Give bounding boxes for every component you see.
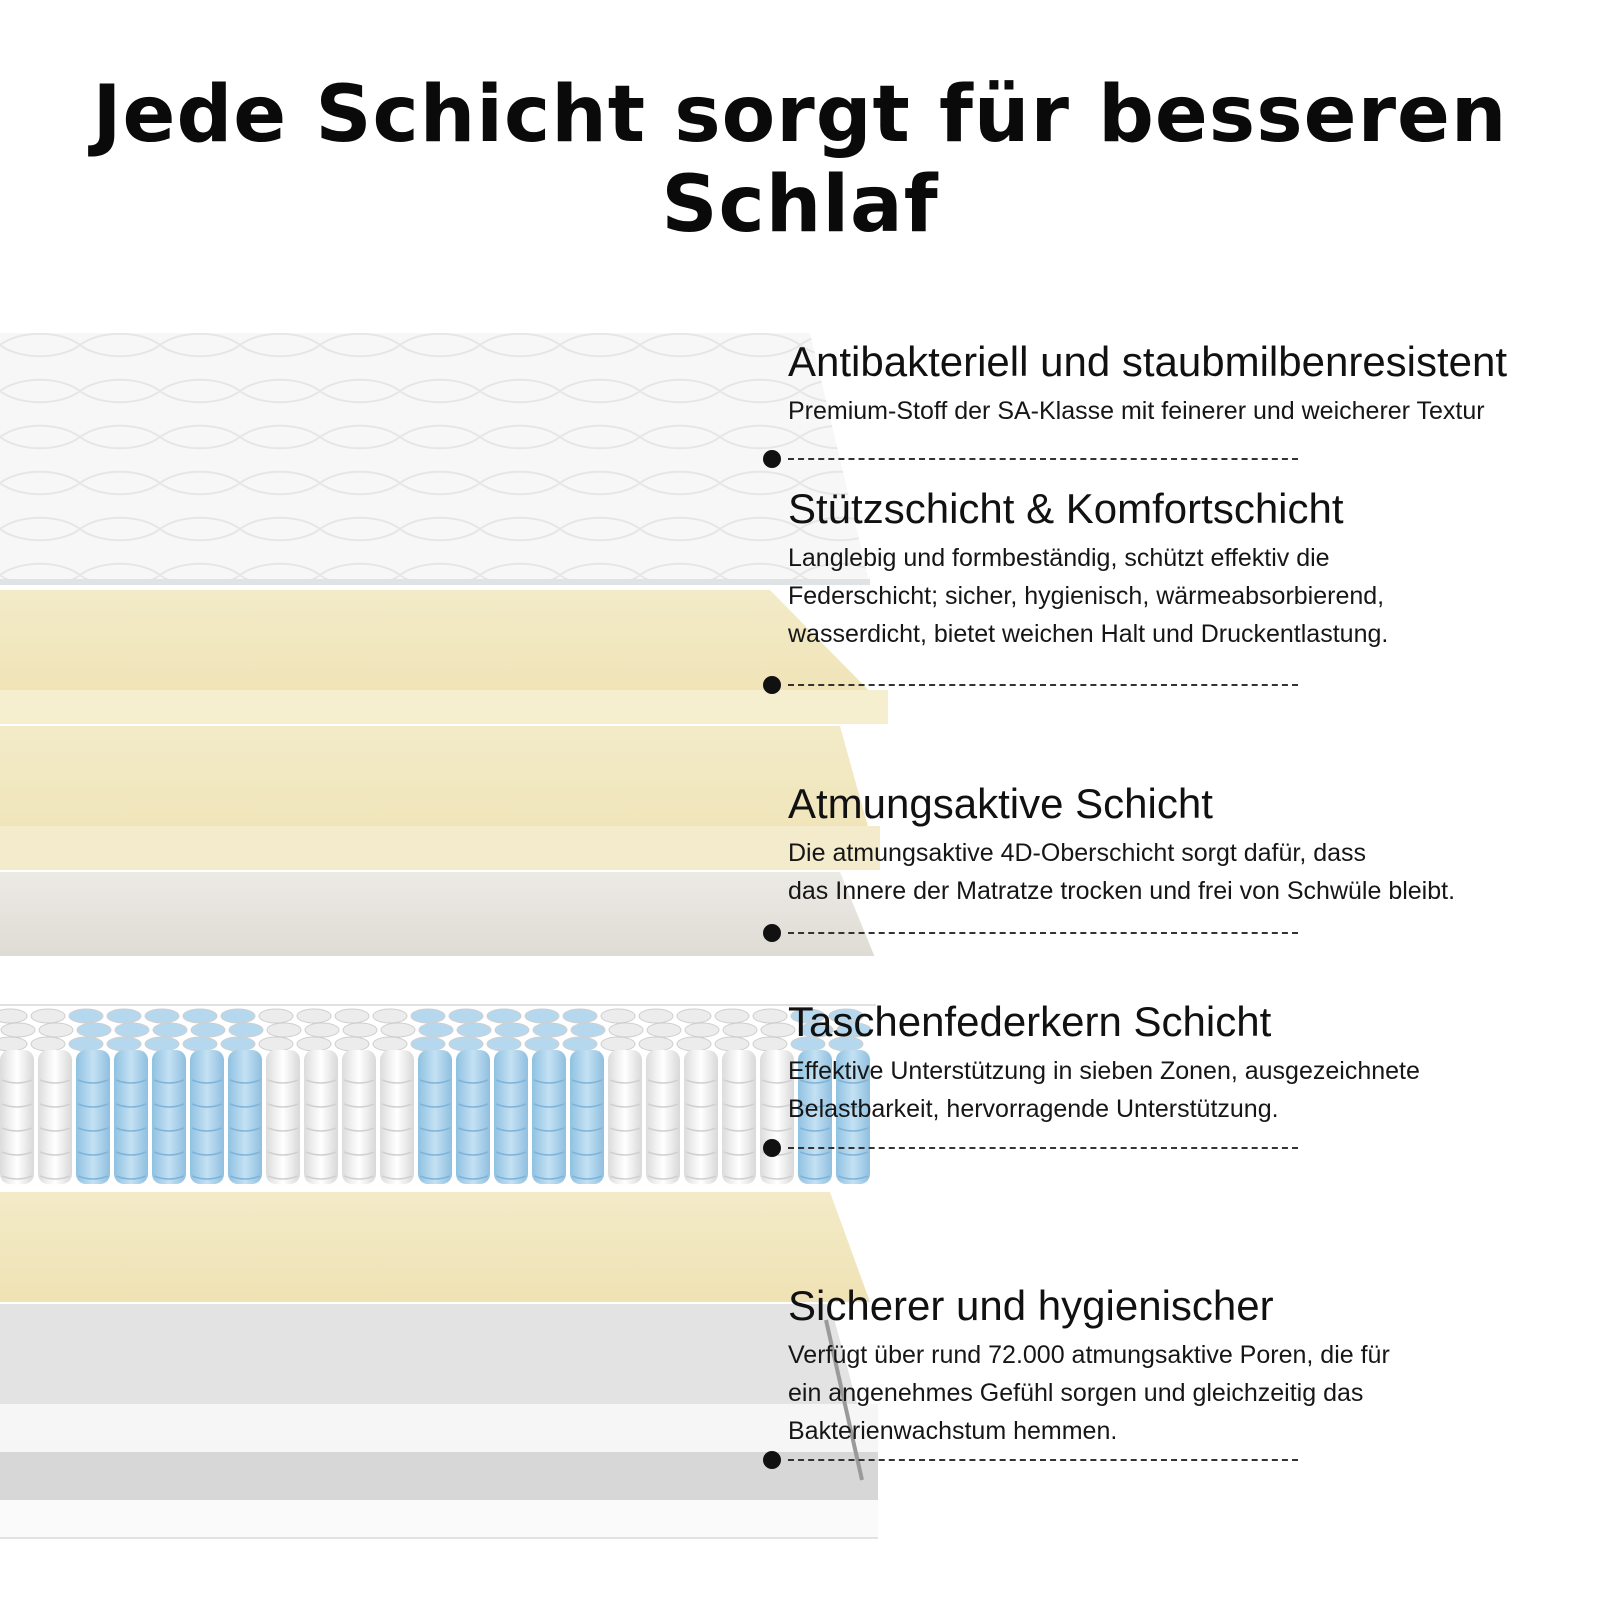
leader-line [763, 449, 1303, 469]
spring-coil-top [221, 1009, 255, 1023]
description-line: Effektive Unterstützung in sieben Zonen, ausgezeichnete [788, 1057, 1420, 1085]
spring-coil-top [639, 1009, 673, 1023]
layer-label-support-comfort [788, 485, 1588, 653]
layer-description [788, 1336, 1588, 1450]
description-line: Belastbarkeit, hervorragende Unterstützung. [788, 1095, 1279, 1123]
spring-coil-top [305, 1023, 339, 1037]
spring-coil-top [601, 1037, 635, 1051]
description-line: Die atmungsaktive 4D-Oberschicht sorgt dafür, dass [788, 839, 1367, 867]
dashed-line [788, 932, 1298, 934]
spring-coil-top [677, 1009, 711, 1023]
spring-coil-top [419, 1023, 453, 1037]
spring-pocket [152, 1050, 186, 1184]
spring-coil-top [335, 1037, 369, 1051]
spring-coil-top [31, 1009, 65, 1023]
spring-coil-top [1, 1023, 35, 1037]
description-line: das Innere der Matratze trocken und frei von Schwüle bleibt. [788, 877, 1456, 905]
spring-coil-top [77, 1023, 111, 1037]
spring-coil-top [753, 1009, 787, 1023]
leader-line [763, 923, 1303, 943]
spring-coil-top [525, 1009, 559, 1023]
spring-coil-top [39, 1023, 73, 1037]
layer-description [788, 392, 1588, 430]
spring-pocket [266, 1050, 300, 1184]
spring-coil-top [31, 1037, 65, 1051]
layer-label-pocket-springs [788, 998, 1588, 1128]
dashed-line [788, 1147, 1298, 1149]
leader-line [763, 1450, 1303, 1470]
spring-coil-top [533, 1023, 567, 1037]
spring-coil-top [373, 1009, 407, 1023]
spring-pocket [646, 1050, 680, 1184]
spring-coil-top [411, 1009, 445, 1023]
spring-coil-top [373, 1037, 407, 1051]
spring-pocket [0, 1050, 34, 1184]
layer-title: Sicherer und hygienischer [788, 1282, 1274, 1329]
spring-coil-top [183, 1009, 217, 1023]
spring-coil-top [753, 1037, 787, 1051]
bullet-dot-icon [763, 450, 781, 468]
spring-pocket [190, 1050, 224, 1184]
spring-coil-top [69, 1009, 103, 1023]
spring-coil-top [229, 1023, 263, 1037]
spring-coil-top [115, 1023, 149, 1037]
spring-coil-top [297, 1037, 331, 1051]
spring-coil-top [609, 1023, 643, 1037]
comfort-layer-top [0, 590, 888, 724]
description-line: wasserdicht, bietet weichen Halt und Druckentlastung. [788, 620, 1389, 648]
base-layer [0, 1304, 878, 1538]
spring-pocket [722, 1050, 756, 1184]
layer-label-antibacterial [788, 338, 1588, 430]
layer-title: Antibakteriell und staubmilbenresistent [788, 338, 1508, 385]
layer-title: Taschenfederkern Schicht [788, 998, 1272, 1045]
spring-coil-top [601, 1009, 635, 1023]
spring-coil-top [297, 1009, 331, 1023]
spring-coil-top [191, 1023, 225, 1037]
spring-coil-top [0, 1037, 27, 1051]
dashed-line [788, 458, 1298, 460]
spring-coil-top [639, 1037, 673, 1051]
leader-line [763, 675, 1303, 695]
spring-coil-top [335, 1009, 369, 1023]
spring-coil-top [685, 1023, 719, 1037]
spring-coil-top [525, 1037, 559, 1051]
bullet-dot-icon [763, 676, 781, 694]
spring-pocket [494, 1050, 528, 1184]
comfort-layer-middle [0, 726, 880, 870]
spring-pocket [570, 1050, 604, 1184]
spring-coil-top [107, 1009, 141, 1023]
spring-coil-top [487, 1009, 521, 1023]
layer-description [788, 539, 1588, 653]
description-line: Premium-Stoff der SA-Klasse mit feinerer und weicherer Textur [788, 397, 1485, 425]
spring-pocket [532, 1050, 566, 1184]
headline: Jede Schicht sorgt für besseren Schlaf [92, 70, 1508, 250]
fabric-layer [0, 333, 870, 585]
breathable-layer [0, 872, 876, 1005]
spring-coil-top [381, 1023, 415, 1037]
spring-coil-top [457, 1023, 491, 1037]
spring-coil-top [145, 1037, 179, 1051]
spring-coil-top [449, 1037, 483, 1051]
spring-pocket [380, 1050, 414, 1184]
description-line: Langlebig und formbeständig, schützt effektiv die [788, 544, 1330, 572]
layer-description [788, 1052, 1588, 1128]
spring-coil-top [183, 1037, 217, 1051]
spring-coil-top [259, 1037, 293, 1051]
description-line: Verfügt über rund 72.000 atmungsaktive Poren, die für [788, 1341, 1390, 1369]
spring-pocket [342, 1050, 376, 1184]
bullet-dot-icon [763, 924, 781, 942]
layer-label-hygienic [788, 1282, 1588, 1450]
spring-coil-top [723, 1023, 757, 1037]
spring-pocket [38, 1050, 72, 1184]
spring-coil-top [145, 1009, 179, 1023]
spring-coil-top [715, 1037, 749, 1051]
spring-coil-top [677, 1037, 711, 1051]
spring-pocket [608, 1050, 642, 1184]
spring-coil-top [343, 1023, 377, 1037]
spring-coil-top [487, 1037, 521, 1051]
spring-coil-top [259, 1009, 293, 1023]
dashed-line [788, 684, 1298, 686]
spring-pocket [304, 1050, 338, 1184]
spring-pocket [456, 1050, 490, 1184]
spring-coil-top [571, 1023, 605, 1037]
spring-coil-top [107, 1037, 141, 1051]
description-line: ein angenehmes Gefühl sorgen und gleichzeitig das [788, 1379, 1364, 1407]
spring-coil-top [563, 1009, 597, 1023]
spring-coil-top [449, 1009, 483, 1023]
spring-coil-top [69, 1037, 103, 1051]
layer-title: Atmungsaktive Schicht [788, 780, 1213, 827]
spring-coil-top [563, 1037, 597, 1051]
spring-coil-top [221, 1037, 255, 1051]
spring-coil-top [267, 1023, 301, 1037]
spring-pocket [114, 1050, 148, 1184]
spring-pocket [418, 1050, 452, 1184]
spring-pocket [228, 1050, 262, 1184]
bullet-dot-icon [763, 1139, 781, 1157]
spring-pocket [76, 1050, 110, 1184]
spring-coil-top [715, 1009, 749, 1023]
layer-description [788, 834, 1588, 910]
spring-coil-top [647, 1023, 681, 1037]
pocket-spring-layer [0, 1009, 871, 1184]
description-line: Federschicht; sicher, hygienisch, wärmeabsorbierend, [788, 582, 1385, 610]
description-line: Bakterienwachstum hemmen. [788, 1417, 1118, 1445]
spring-coil-top [0, 1009, 27, 1023]
dashed-line [788, 1459, 1298, 1461]
spring-coil-top [411, 1037, 445, 1051]
spring-pocket [684, 1050, 718, 1184]
spring-coil-top [153, 1023, 187, 1037]
spring-coil-top [495, 1023, 529, 1037]
layer-title: Stützschicht & Komfortschicht [788, 485, 1344, 532]
leader-line [763, 1138, 1303, 1158]
layer-label-breathable [788, 780, 1588, 910]
bullet-dot-icon [763, 1451, 781, 1469]
comfort-layer-bottom [0, 1192, 870, 1302]
